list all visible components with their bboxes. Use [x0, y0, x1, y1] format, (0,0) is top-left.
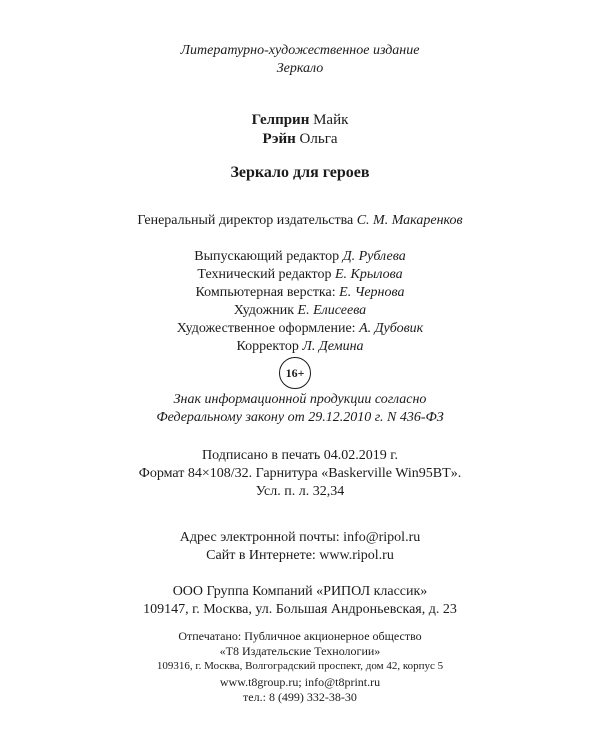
printer-line: Отпечатано: Публичное акционерное общество: [178, 629, 422, 643]
printer-line: 109316, г. Москва, Волгоградский проспект, дом 42, корпус 5: [156, 660, 444, 672]
publisher-address: 109147, г. Москва, ул. Большая Андроньевская, д. 23: [143, 602, 457, 617]
format-info: Формат 84×108/32. Гарнитура «Baskerville Win95BT».: [138, 466, 462, 481]
credit-name: Д. Рублева: [342, 249, 406, 264]
age-rating-badge: 16+: [279, 357, 311, 389]
author-surname: Рэйн: [262, 131, 296, 147]
print-sheets: Усл. п. л. 32,34: [255, 484, 345, 499]
print-date: Подписано в печать 04.02.2019 г.: [202, 448, 398, 463]
credit-role: Художественное оформление:: [176, 321, 356, 336]
director-name: С. М. Макаренков: [356, 213, 463, 228]
age-rating-note: Знак информационной продукции согласно: [173, 392, 427, 407]
author-surname: Гелприн: [251, 112, 310, 128]
age-rating-law: Федеральному закону от 29.12.2010 г. N 436-ФЗ: [156, 410, 444, 425]
credit-line: [0, 339, 600, 355]
book-title: Зеркало для героев: [230, 164, 370, 181]
series-label: Литературно-художественное издание: [180, 43, 420, 58]
credit-role: Корректор: [236, 339, 299, 354]
printer-line: «Т8 Издательские Технологии»: [219, 644, 381, 658]
author-line-1: [0, 112, 600, 129]
author-line-2: [0, 131, 600, 148]
credit-name: Е. Чернова: [339, 285, 405, 300]
credit-role: Технический редактор: [197, 267, 332, 282]
website-line: Сайт в Интернете: www.ripol.ru: [206, 548, 394, 563]
credit-line: [0, 249, 600, 265]
credit-name: Е. Крылова: [334, 267, 403, 282]
printer-line: www.t8group.ru; info@t8print.ru: [219, 675, 381, 689]
credit-name: А. Дубовик: [359, 321, 424, 336]
director-label: Генеральный директор издательства: [137, 213, 354, 228]
author-name: Майк: [313, 112, 349, 128]
credit-role: Художник: [233, 303, 295, 318]
credit-name: Л. Демина: [302, 339, 364, 354]
author-name: Ольга: [299, 131, 338, 147]
credit-role: Компьютерная верстка:: [195, 285, 336, 300]
credit-line: [0, 303, 600, 319]
credit-line: [0, 267, 600, 283]
credit-line: [0, 321, 600, 337]
director-line: [0, 213, 600, 229]
publisher-name: ООО Группа Компаний «РИПОЛ классик»: [172, 584, 428, 599]
credit-name: Е. Елисеева: [297, 303, 367, 318]
email-line: Адрес электронной почты: info@ripol.ru: [179, 530, 421, 545]
printer-line: тел.: 8 (499) 332-38-30: [243, 690, 357, 704]
credit-line: [0, 285, 600, 301]
credit-role: Выпускающий редактор: [194, 249, 340, 264]
series-name: Зеркало: [276, 61, 324, 76]
